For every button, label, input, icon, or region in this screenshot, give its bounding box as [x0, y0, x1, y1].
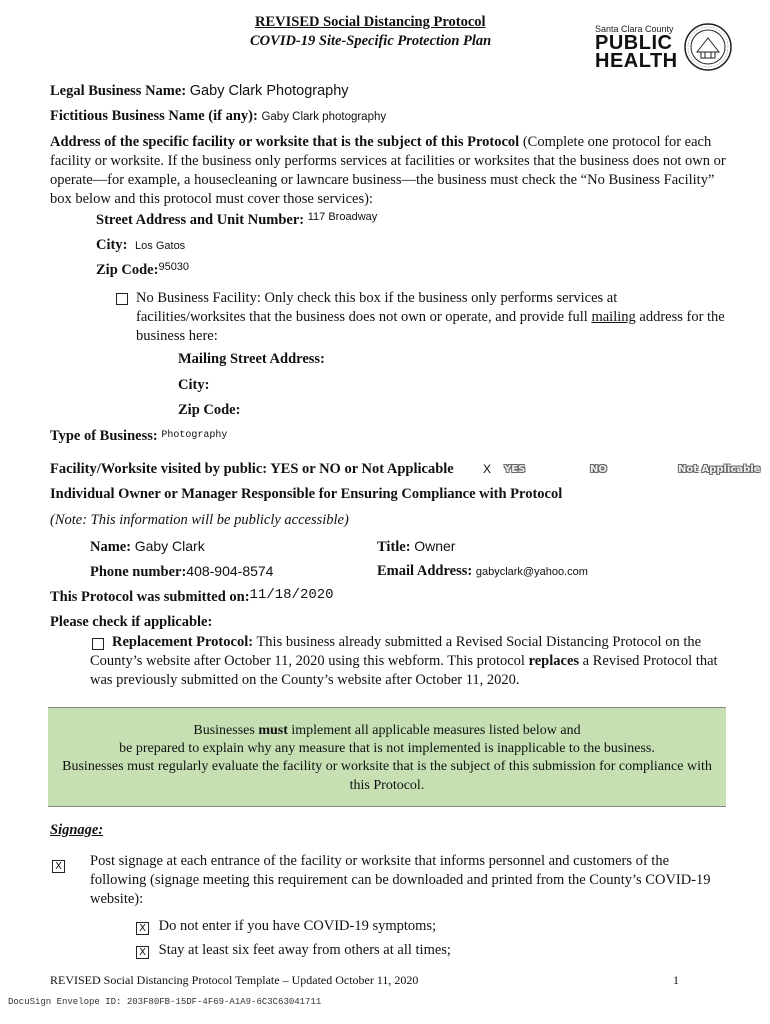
document-title: REVISED Social Distancing Protocol	[255, 14, 486, 30]
signage-heading: Signage:	[50, 822, 104, 838]
replacement-text: Replacement Protocol: This business already submitted a Revised Social Distancing Protocol on the County’s website after October 11, 2020 using this webform. This protocol replaces a Revised Protocol that was previously submitted on the County’s website after October 11, 2020.	[90, 634, 718, 688]
facility-visited-mark[interactable]: X	[483, 462, 492, 476]
street-label: Street Address and Unit Number:	[96, 212, 305, 228]
notice-l1b: must	[258, 723, 288, 738]
signage-sub2-checkbox[interactable]: X	[136, 946, 149, 959]
business-type-value[interactable]: Photography	[161, 430, 228, 441]
notice-l1a: Businesses	[193, 723, 255, 738]
fictitious-name-value[interactable]: Gaby Clark photography	[261, 111, 387, 123]
facility-option-na[interactable]: Not Applicable	[678, 464, 761, 475]
city-value[interactable]: Los Gatos	[135, 240, 186, 252]
compliance-notice	[48, 707, 726, 807]
logo-county-text: Santa Clara County	[595, 24, 674, 34]
city-label: City:	[96, 237, 128, 253]
submitted-on-label: This Protocol was submitted on:	[50, 589, 250, 605]
signage-sub1-checkbox[interactable]: X	[136, 922, 149, 935]
legal-name-label: Legal Business Name:	[50, 83, 187, 99]
signage-item-text: Post signage at each entrance of the facility or worksite that informs personnel and customers of the following (signage meeting this requirement can be downloaded and printed from the County’s COVID-19 website):	[90, 853, 711, 907]
facility-option-no[interactable]: NO	[590, 464, 607, 475]
owner-title-label: Title:	[377, 539, 411, 555]
check-if-applicable-label: Please check if applicable:	[50, 614, 213, 630]
logo-line2: HEALTH	[595, 50, 678, 72]
footer-text: REVISED Social Distancing Protocol Template – Updated October 11, 2020	[50, 973, 419, 987]
owner-title-value[interactable]: Owner	[414, 538, 456, 554]
no-facility-text: No Business Facility: Only check this box if the business only performs services at facilities/worksites that the business does not own or operate, and provide full mailing address for the business here:	[136, 290, 725, 344]
facility-option-yes[interactable]: YES	[504, 464, 526, 475]
business-type-label: Type of Business:	[50, 428, 158, 444]
legal-name-value[interactable]: Gaby Clark Photography	[189, 83, 349, 99]
mailing-zip-label: Zip Code:	[178, 402, 241, 418]
owner-name-label: Name:	[90, 539, 132, 555]
owner-email-label: Email Address:	[377, 563, 473, 579]
owner-phone-value[interactable]: 408-904-8574	[186, 563, 274, 579]
street-value[interactable]: 117 Broadway	[307, 211, 378, 223]
docusign-envelope-id: DocuSign Envelope ID: 203F80FB-15DF-4F69-A1A9-6C3C63041711	[8, 997, 322, 1007]
county-seal-icon	[683, 22, 733, 77]
signage-sub1-text: Do not enter if you have COVID-19 symptoms;	[158, 918, 437, 934]
owner-note: (Note: This information will be publicly accessible)	[50, 512, 349, 528]
logo-line1: PUBLIC	[595, 32, 673, 54]
owner-name-value[interactable]: Gaby Clark	[134, 538, 205, 554]
no-facility-checkbox[interactable]	[116, 291, 134, 309]
address-instructions	[50, 133, 730, 209]
owner-heading: Individual Owner or Manager Responsible for Ensuring Compliance with Protocol	[50, 486, 563, 502]
facility-visited-label: Facility/Worksite visited by public: YES or NO or Not Applicable	[50, 461, 454, 477]
page-number: 1	[673, 973, 679, 987]
fictitious-name-label: Fictitious Business Name (if any):	[50, 108, 258, 124]
notice-l1c: implement all applicable measures listed below and	[291, 723, 581, 738]
zip-value[interactable]: 95030	[158, 261, 190, 273]
zip-label: Zip Code:	[96, 262, 159, 278]
notice-l3: Businesses must regularly evaluate the facility or worksite that is the subject of this submission for compliance with this Protocol.	[62, 759, 712, 793]
address-intro-bold: Address of the specific facility or worksite that is the subject of this Protocol	[50, 134, 520, 150]
signage-checkbox[interactable]: X	[52, 855, 65, 873]
address-intro-rest: (Complete one protocol for each facility or worksite. If the business only performs services at facilities or worksites that the business does not own or operate—for example, a housecleaning or lawncare business—the business must check the “No Business Facility” box below and this protocol must cover those services):	[50, 134, 726, 207]
owner-email-value[interactable]: gabyclark@yahoo.com	[475, 566, 588, 578]
notice-l2: be prepared to explain why any measure that is not implemented is inapplicable to the business.	[119, 741, 655, 756]
mailing-city-label: City:	[178, 377, 210, 393]
mailing-street-label: Mailing Street Address:	[178, 351, 325, 367]
signage-sub2-text: Stay at least six feet away from others at all times;	[158, 942, 451, 958]
submitted-on-date[interactable]: 11/18/2020	[249, 587, 334, 603]
document-subtitle: COVID-19 Site-Specific Protection Plan	[250, 33, 492, 49]
owner-phone-label: Phone number:	[90, 564, 187, 580]
public-health-logo	[595, 24, 678, 74]
